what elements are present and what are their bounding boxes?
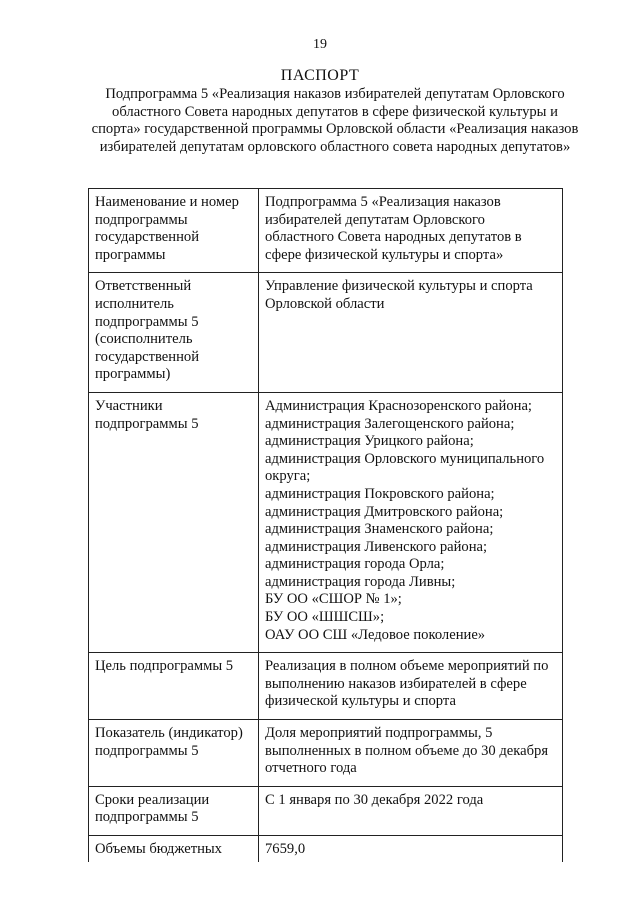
row-value: Управление физической культуры и спорта Орловской области	[259, 273, 563, 393]
table-row	[89, 273, 563, 393]
page-number: 19	[313, 37, 327, 52]
row-value: Доля мероприятий подпрограммы, 5 выполненных в полном объеме до 30 декабря отчетного года	[259, 720, 563, 787]
participant-item: администрация города Орла;	[265, 556, 445, 573]
row-value: Реализация в полном объеме мероприятий по выполнению наказов избирателей в сфере физической культуры и спорта	[259, 653, 563, 720]
row-label: Сроки реализации подпрограммы 5	[89, 786, 259, 835]
row-value: С 1 января по 30 декабря 2022 года	[259, 786, 563, 835]
participant-item: администрация Орловского муниципального округа;	[265, 450, 545, 485]
row-value: Подпрограмма 5 «Реализация наказов избирателей депутатам Орловского областного Совета народных депутатов в сфере физической культуры и спорта»	[259, 189, 563, 273]
row-label: Ответственный исполнитель подпрограммы 5 (соисполнитель государственной программы)	[89, 273, 259, 393]
document-title: ПАСПОРТ	[280, 67, 360, 84]
participant-item: администрация Ливенского района;	[265, 538, 488, 555]
participant-item: администрация Урицкого района;	[265, 433, 474, 450]
participant-item: БУ ОО «ШШСШ»;	[265, 609, 385, 626]
row-label: Объемы бюджетных	[89, 836, 259, 862]
participant-item: администрация Знаменского района;	[265, 521, 494, 538]
participant-item: администрация Залегощенского района;	[265, 415, 515, 432]
participant-item: администрация города Ливны;	[265, 573, 456, 590]
row-label: Цель подпрограммы 5	[89, 653, 259, 720]
row-value: 7659,0	[259, 836, 563, 862]
table-row	[89, 836, 563, 862]
participant-item: администрация Покровского района;	[265, 485, 495, 502]
row-label: Показатель (индикатор) подпрограммы 5	[89, 720, 259, 787]
participant-item: БУ ОО «СШОР № 1»;	[265, 591, 402, 608]
row-label: Наименование и номер подпрограммы государственной программы	[89, 189, 259, 273]
table-row	[89, 653, 563, 720]
table-row	[89, 720, 563, 787]
table-row	[89, 786, 563, 835]
row-label: Участники подпрограммы 5	[89, 392, 259, 652]
document-subtitle: Подпрограмма 5 «Реализация наказов избирателей депутатам Орловского областного Совета народных депутатов в сфере физической культуры и спорта» государственной программы Орловской области «Реализация наказов избирателей депутатам орловского областного совета народных депутатов»	[91, 86, 579, 155]
participant-item: ОАУ ОО СШ «Ледовое поколение»	[265, 626, 486, 643]
participants-list	[259, 392, 563, 652]
participant-item: Администрация Краснозоренского района;	[265, 397, 532, 414]
table-row	[89, 189, 563, 273]
table-row	[89, 392, 563, 652]
participant-item: администрация Дмитровского района;	[265, 503, 504, 520]
passport-table	[88, 188, 563, 862]
